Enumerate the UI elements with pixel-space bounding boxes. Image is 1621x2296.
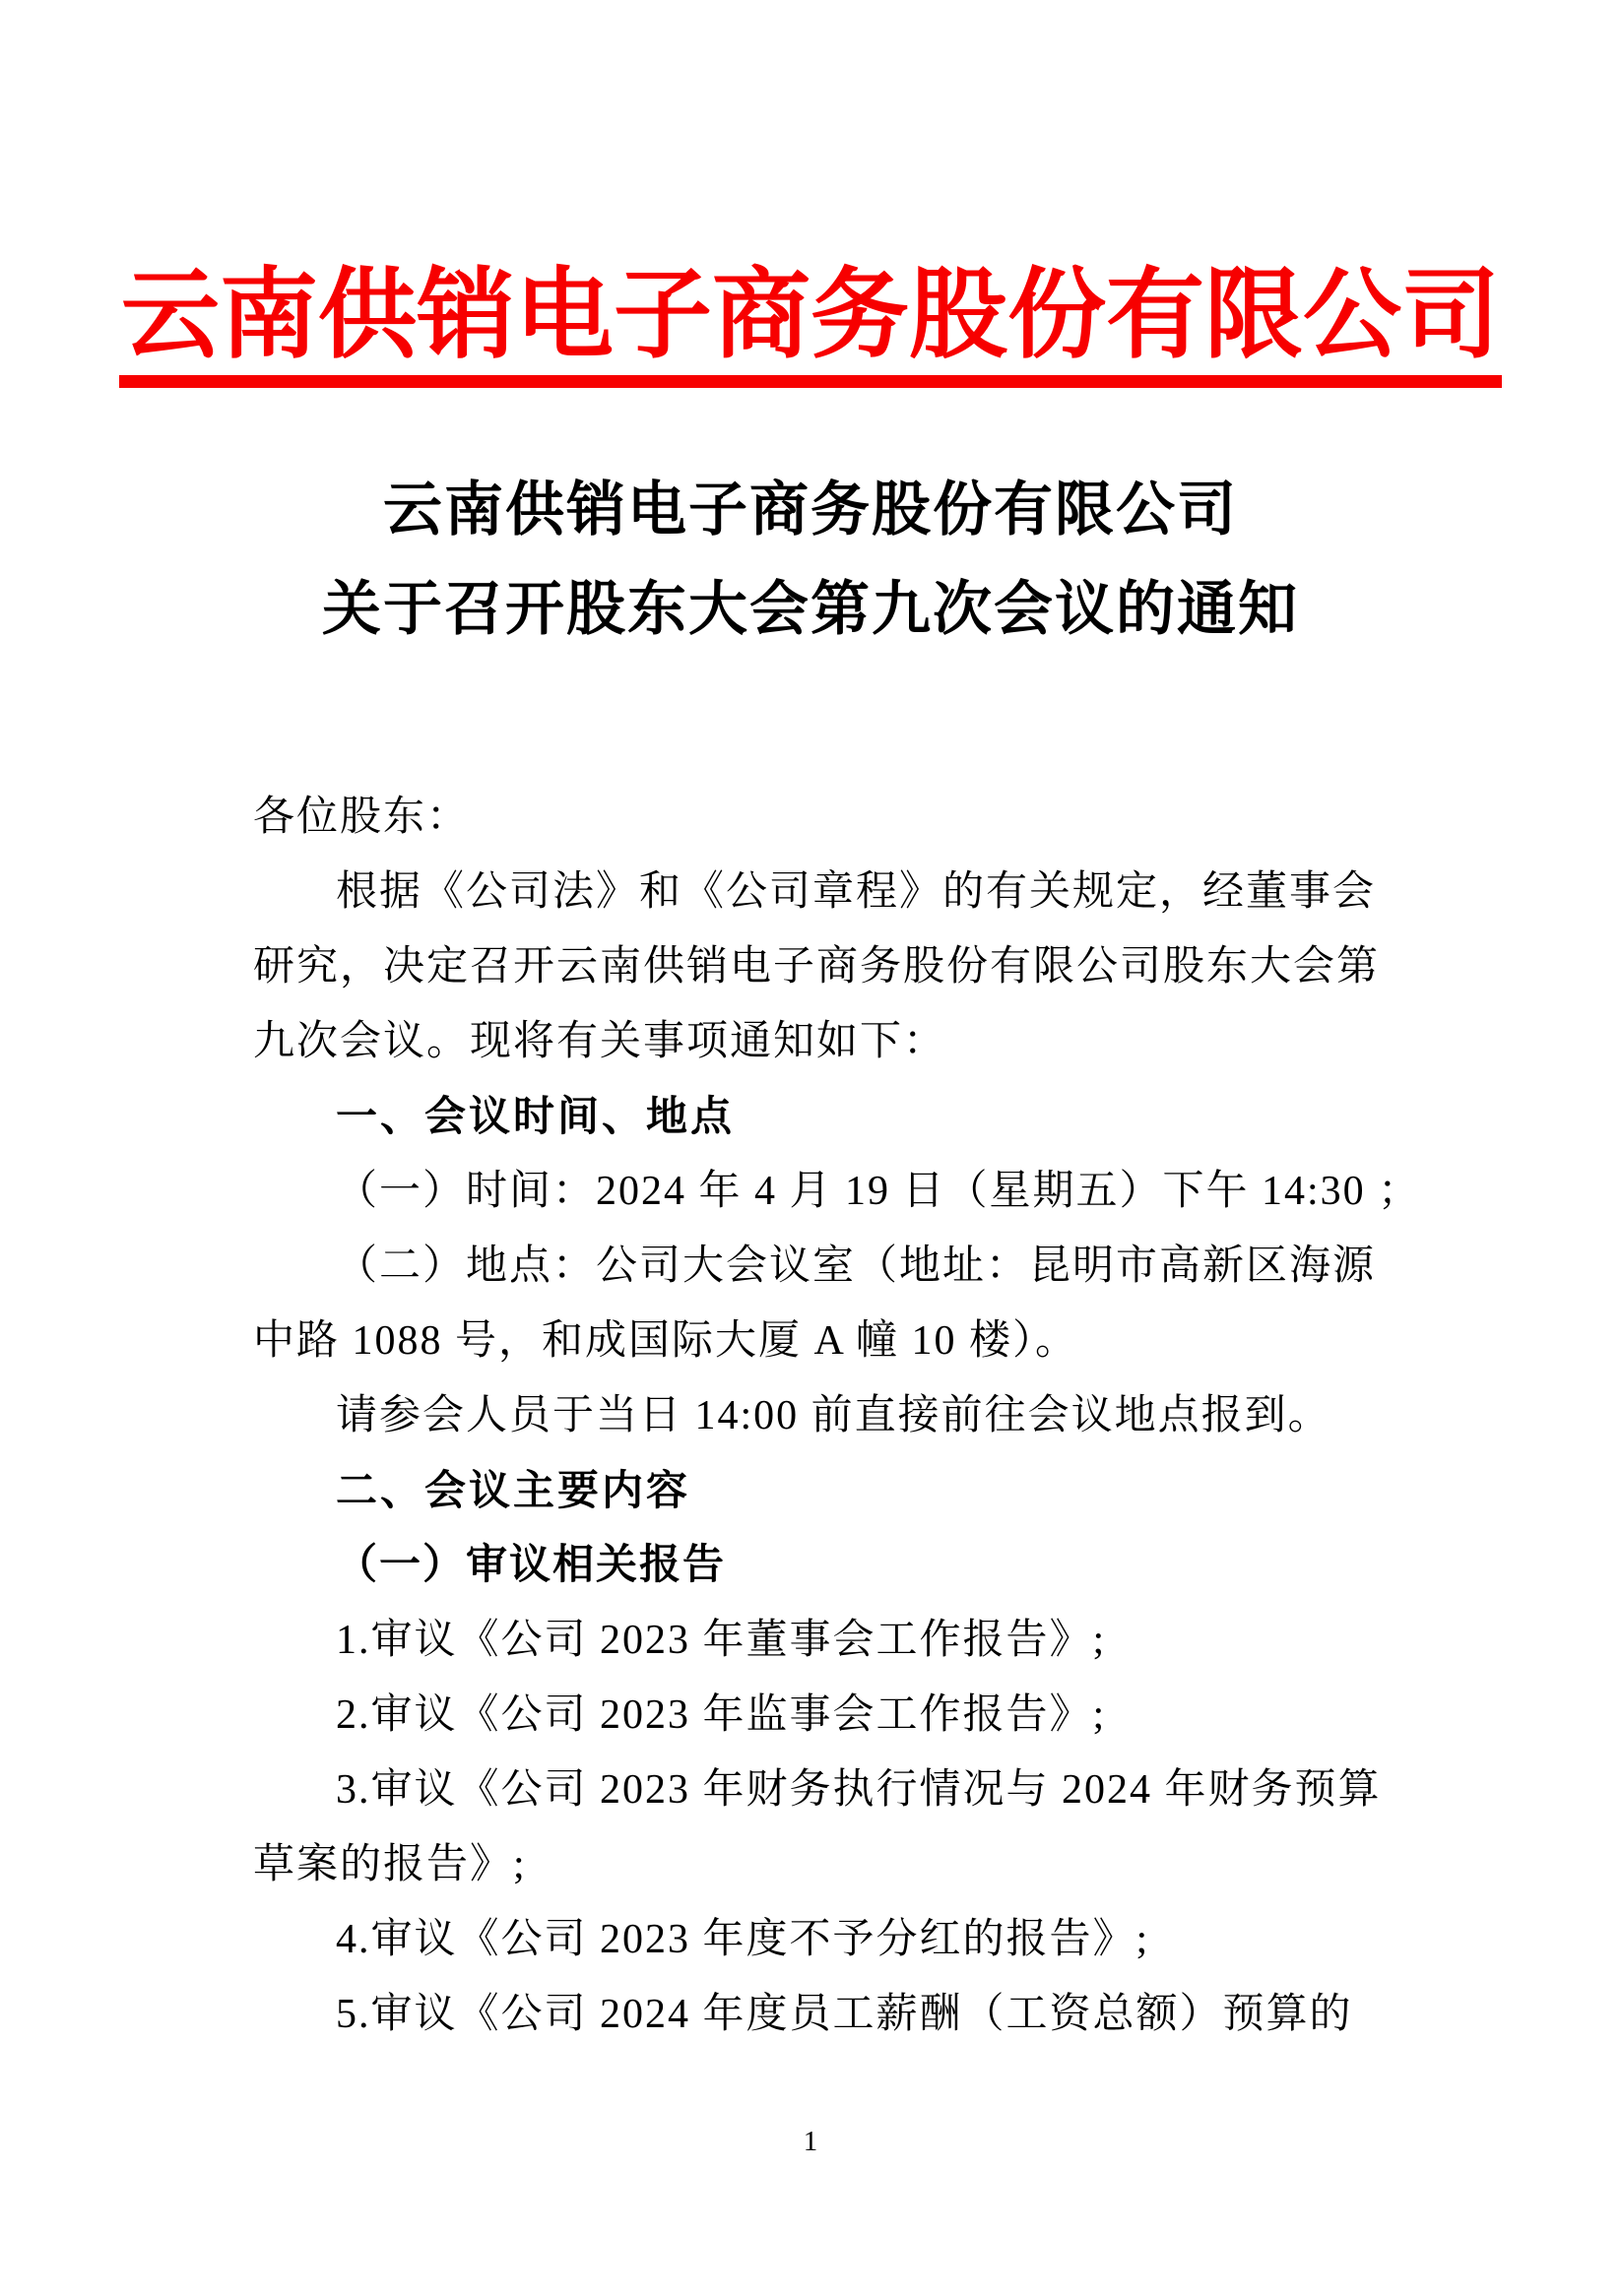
body-line-paragraph: 根据《公司法》和《公司章程》的有关规定，经董事会 [336,869,1377,915]
body-line-item-5: 5.审议《公司 2024 年度员工薪酬（工资总额）预算的 [336,1992,1353,2037]
body-line-address-cont: 中路 1088 号，和成国际大厦 A 幢 10 楼）。 [253,1318,1079,1364]
document-title-line2: 关于召开股东大会第九次会议的通知 [322,577,1299,642]
body-line-item-3-cont: 草案的报告》; [253,1842,527,1887]
document-title [0,461,1621,660]
body-line-salutation: 各位股东： [253,795,471,840]
company-banner-row [0,258,1621,388]
body-heading-section-1: 一、会议时间、地点 [336,1093,736,1139]
body-line-meeting-time: （一）时间：2024 年 4 月 19 日（星期五）下午 14:30 ； [336,1169,1422,1214]
company-banner-title: 云南供销电子商务股份有限公司 [119,258,1502,388]
body-line-checkin-note: 请参会人员于当日 14:00 前直接前往会议地点报到。 [336,1393,1331,1438]
document-title-line1: 云南供销电子商务股份有限公司 [383,478,1238,542]
body-line-item-1: 1.审议《公司 2023 年董事会工作报告》; [336,1618,1107,1663]
document-body [253,780,1435,2052]
body-heading-section-2: 二、会议主要内容 [336,1467,691,1513]
body-line-paragraph: 九次会议。现将有关事项通知如下： [253,1019,947,1064]
body-line-item-4: 4.审议《公司 2023 年度不予分红的报告》; [336,1917,1150,1962]
body-line-item-2: 2.审议《公司 2023 年监事会工作报告》; [336,1692,1107,1738]
body-line-paragraph: 研究，决定召开云南供销电子商务股份有限公司股东大会第 [253,944,1381,989]
body-line-item-3: 3.审议《公司 2023 年财务执行情况与 2024 年财务预算 [336,1767,1382,1813]
body-line-meeting-place: （二）地点：公司大会议室（地址：昆明市高新区海源 [336,1244,1377,1289]
body-subheading-reports: （一）审议相关报告 [336,1543,727,1588]
page-number: 1 [803,2126,818,2157]
